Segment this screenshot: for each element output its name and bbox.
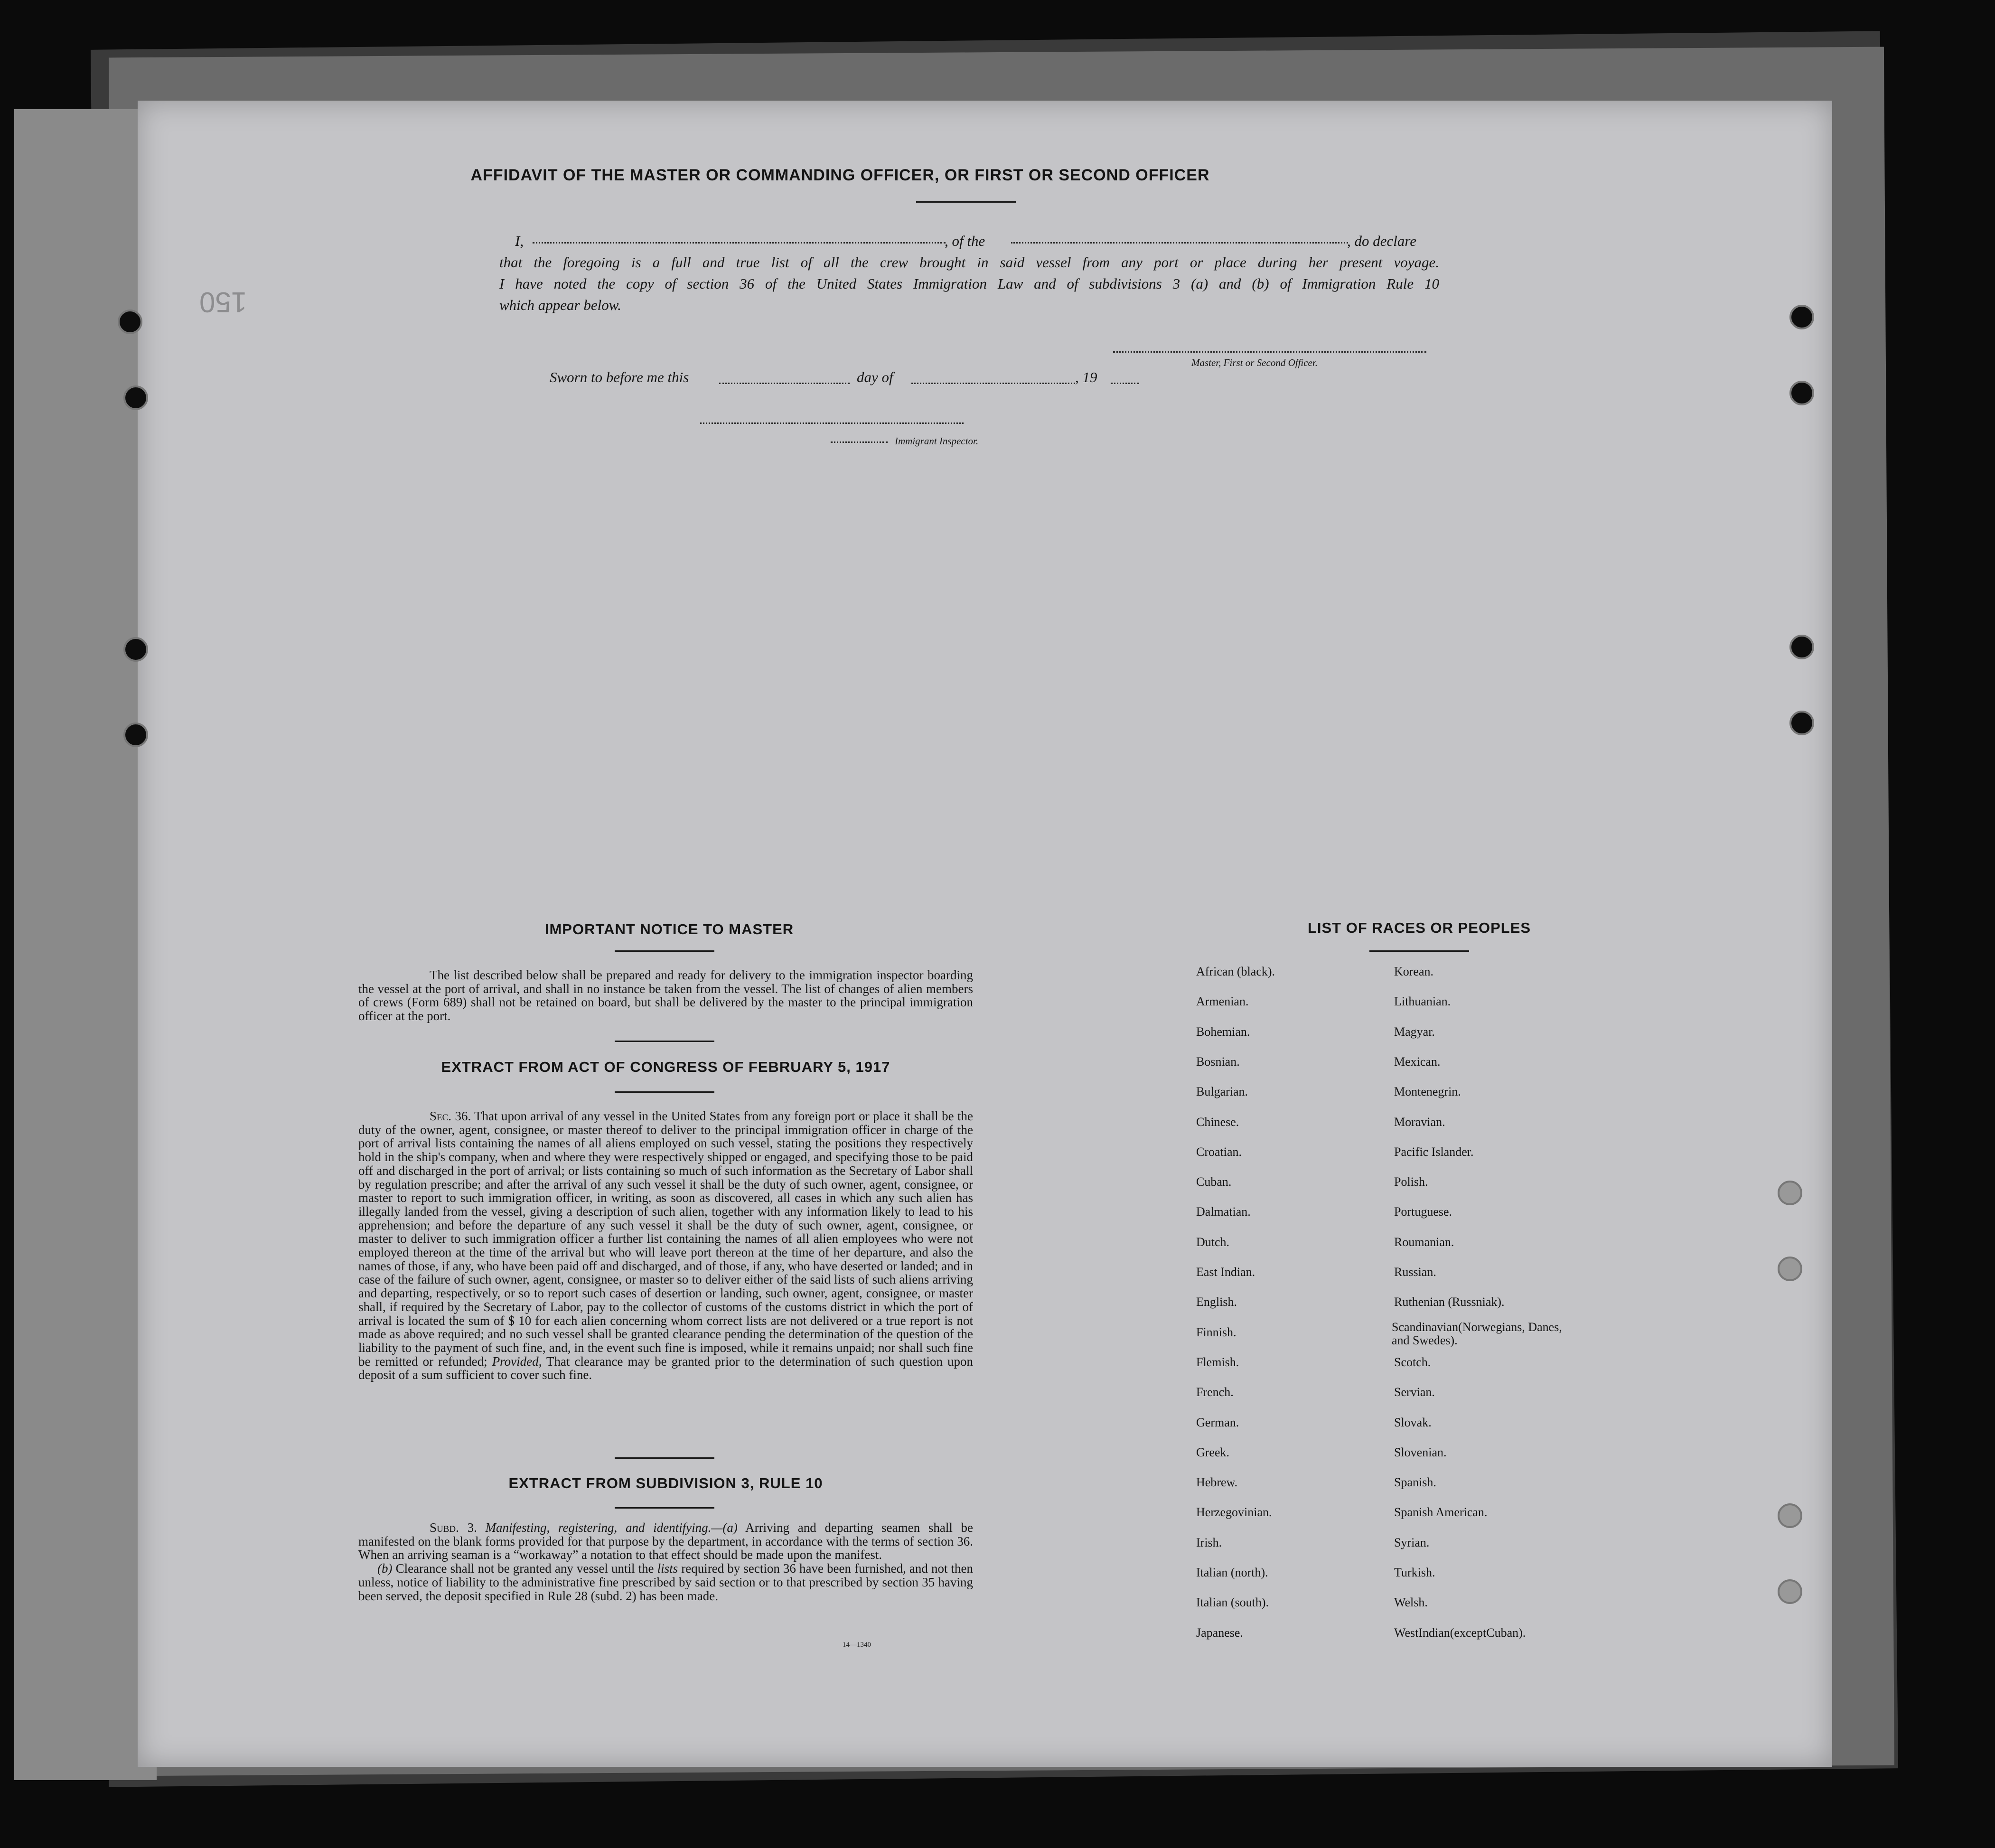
race-item: Lithuanian. xyxy=(1394,994,1451,1009)
race-item: Scandinavian(Norwegians, Danes, and Swedes). xyxy=(1392,1320,1562,1347)
race-item: Croatian. xyxy=(1196,1144,1242,1159)
race-item: Dutch. xyxy=(1196,1235,1230,1249)
races-title: LIST OF RACES OR PEOPLES xyxy=(1307,919,1531,936)
race-item: Chinese. xyxy=(1196,1115,1239,1129)
act-text-end: That clearance may be granted prior to the determination of such question upon deposit of a sum sufficient to cover such fine. xyxy=(358,1354,974,1382)
section-divider xyxy=(615,1457,714,1459)
rule-subd-b xyxy=(358,1562,973,1603)
sworn-prefix: Sworn to before me this xyxy=(550,369,689,385)
punch-hole-icon xyxy=(1789,635,1814,659)
race-item: French. xyxy=(1196,1385,1234,1399)
rule-rule xyxy=(615,1507,714,1509)
affidavit-line4: which appear below. xyxy=(499,297,621,313)
race-item: Hebrew. xyxy=(1196,1475,1238,1490)
punch-hole-icon xyxy=(1789,711,1814,735)
race-item: East Indian. xyxy=(1196,1265,1255,1279)
race-item: Dalmatian. xyxy=(1196,1205,1251,1219)
punch-hole-icon xyxy=(123,385,148,410)
race-item: Welsh. xyxy=(1394,1595,1428,1610)
punch-hole-icon xyxy=(1789,381,1814,405)
punch-hole-icon xyxy=(1778,1579,1802,1604)
race-item: English. xyxy=(1196,1295,1237,1309)
race-item: Pacific Islander. xyxy=(1394,1144,1474,1159)
sworn-day-blank xyxy=(719,383,850,384)
inspector-label: Immigrant Inspector. xyxy=(895,435,979,447)
rule-subd-a xyxy=(358,1521,973,1562)
race-item: Bosnian. xyxy=(1196,1054,1240,1069)
rule-title: EXTRACT FROM SUBDIVISION 3, RULE 10 xyxy=(508,1475,823,1492)
inspector-signature-line xyxy=(700,422,964,424)
race-item: Japanese. xyxy=(1196,1625,1243,1640)
section-divider xyxy=(615,1041,714,1042)
notice-title: IMPORTANT NOTICE TO MASTER xyxy=(544,921,794,938)
race-item: Cuban. xyxy=(1196,1175,1232,1189)
race-item: Moravian. xyxy=(1394,1115,1445,1129)
rule-subd-b-text1: Clearance shall not be granted any vessel until the xyxy=(395,1561,654,1576)
race-item: WestIndian(exceptCuban). xyxy=(1394,1625,1526,1640)
race-item: Portuguese. xyxy=(1394,1205,1452,1219)
background-sheet-edge xyxy=(14,109,157,1780)
rule-subd-a-text: Arriving and departing seamen shall be manifested on the blank forms provided for that purpose by the department, in accordance with the terms of section 36. When an arriving seaman is a “workaway” a notation to that effect should be made upon the manifest. xyxy=(358,1520,974,1562)
punch-hole-icon xyxy=(118,310,142,334)
notice-rule xyxy=(615,950,714,952)
race-item: Mexican. xyxy=(1394,1054,1441,1069)
punch-hole-icon xyxy=(123,722,148,747)
race-item: Montenegrin. xyxy=(1394,1085,1461,1099)
rule-subd-b-text2: required by section 36 have been furnished, and not then unless, notice of liability to the administrative fine prescribed by said section or to that prescribed by section 35 having been served, the deposit specified in Rule 28 (subd. 2) has been made. xyxy=(358,1561,974,1603)
punch-hole-icon xyxy=(1778,1257,1802,1281)
race-item: Bulgarian. xyxy=(1196,1085,1248,1099)
rule-subd-b-label: (b) xyxy=(377,1561,393,1576)
act-rule xyxy=(615,1091,714,1093)
race-item: Greek. xyxy=(1196,1445,1230,1459)
rule-subd-italic: Manifesting, registering, and identifying.—(a) xyxy=(485,1520,738,1535)
title-rule xyxy=(916,201,1016,203)
affidavit-i: I, xyxy=(515,233,524,249)
rule-subd-label: Subd. 3. xyxy=(430,1520,477,1535)
race-item: Spanish. xyxy=(1394,1475,1436,1490)
punch-hole-icon xyxy=(1778,1503,1802,1528)
race-item: Finnish. xyxy=(1196,1325,1236,1339)
page-number: 150 xyxy=(199,286,247,318)
master-signature-label: Master, First or Second Officer. xyxy=(1191,357,1318,368)
punch-hole-icon xyxy=(1778,1181,1802,1205)
act-body xyxy=(358,1109,973,1382)
act-provided: Provided, xyxy=(492,1354,542,1369)
race-item: Ruthenian (Russniak). xyxy=(1394,1295,1505,1309)
race-item: Herzegovinian. xyxy=(1196,1505,1272,1520)
race-item: Korean. xyxy=(1394,965,1434,978)
sworn-day-of: day of xyxy=(857,369,893,385)
race-item: Slovak. xyxy=(1394,1415,1432,1429)
rule-subd-b-lists: lists xyxy=(657,1561,678,1576)
rule-body xyxy=(358,1521,973,1603)
affidavit-title: AFFIDAVIT OF THE MASTER OR COMMANDING OFFICER, OR FIRST OR SECOND OFFICER xyxy=(470,166,1210,184)
race-item: Polish. xyxy=(1394,1175,1428,1189)
race-item: Bohemian. xyxy=(1196,1024,1250,1039)
races-rule xyxy=(1369,950,1469,952)
race-item: Roumanian. xyxy=(1394,1235,1454,1249)
inspector-signature-line-short xyxy=(831,441,888,443)
race-item: African (black). xyxy=(1196,965,1275,978)
race-item: Turkish. xyxy=(1394,1566,1435,1579)
race-item: Slovenian. xyxy=(1394,1445,1447,1459)
notice-body: The list described below shall be prepared and ready for delivery to the immigration inspector boarding the vessel at the port of arrival, and shall in no instance be taken from the vessel. The list of changes of alien members of crews (Form 689) shall not be retained on board, but shall be delivered by the master to the principal immigration officer at the port. xyxy=(358,968,973,1023)
race-item: Italian (north). xyxy=(1196,1566,1268,1579)
race-item: Servian. xyxy=(1394,1385,1435,1399)
affidavit-line3: I have noted the copy of section 36 of the United States Immigration Law and of subdivisions 3 (a) and (b) of Immigration Rule 10 xyxy=(499,275,1439,292)
affidavit-line2: that the foregoing is a full and true list of all the crew brought in said vessel from any port or place during her present voyage. xyxy=(499,254,1439,271)
sworn-year-blank xyxy=(1111,383,1139,384)
sworn-month-blank xyxy=(911,383,1075,384)
race-item: Irish. xyxy=(1196,1535,1222,1549)
race-item: Spanish American. xyxy=(1394,1505,1488,1520)
form-number: 14—1340 xyxy=(843,1641,871,1649)
name-blank xyxy=(533,242,946,244)
punch-hole-icon xyxy=(123,637,148,662)
race-item: Scotch. xyxy=(1394,1355,1431,1369)
vessel-blank xyxy=(1011,242,1348,244)
sworn-year: , 19 xyxy=(1075,369,1097,385)
affidavit-declare: , do declare xyxy=(1347,233,1417,249)
act-section-label: Sec. 36. xyxy=(430,1109,471,1123)
race-item: Syrian. xyxy=(1394,1535,1430,1549)
manifest-page xyxy=(138,101,1832,1767)
race-item: Russian. xyxy=(1394,1265,1436,1279)
punch-hole-icon xyxy=(1789,305,1814,329)
race-item: Armenian. xyxy=(1196,994,1249,1009)
act-text: That upon arrival of any vessel in the United States from any foreign port or place it shall be the duty of the owner, agent, consignee, or master thereof to deliver to the principal immigration officer in charge of the port of arrival lists containing the names of all aliens employed on such vessel, stating the positions they respectively hold in the ship's company, when and where they were respectively shipped or engaged, and specifying those to be paid off and discharged in the port of arrival; or lists containing so much of such information as the Secretary of Labor shall by regulation prescribe; and after the arrival of any such vessel it shall be the duty of such owner, agent, consignee, or master to report to such immigration officer, in writing, as soon as discovered, all cases in which any such alien has illegally landed from the vessel, giving a description of such alien, together with any information likely to lead to his apprehension; and before the departure of any such vessel it shall be the duty of such owner, agent, consignee, or master to deliver to such immigration officer a further list containing the names of all alien employees who were not employed thereon at the time of the arrival but who will leave port thereon at the time of her departure, and also the names of those, if any, who have been paid off and discharged, and of those, if any, who have deserted or landed; and in case of the failure of such owner, agent, consignee, or master so to deliver either of the said lists of such aliens arriving and departing, respectively, or so to report such cases of desertion or landing, such owner, agent, consignee, or master shall, if required by the Secretary of Labor, pay to the collector of customs of the customs district in which the port of arrival is located the sum of $ 10 for each alien concerning whom correct lists are not delivered or a true report is not made as above required; and no such vessel shall be granted clearance pending the determination of the question of the liability to the payment of such fine, and, in the event such fine is imposed, while it remains unpaid; nor shall such fine be remitted or refunded; xyxy=(358,1109,973,1369)
race-item: Flemish. xyxy=(1196,1355,1239,1369)
race-item: German. xyxy=(1196,1415,1239,1429)
race-item: Italian (south). xyxy=(1196,1595,1269,1610)
master-signature-line xyxy=(1113,351,1426,353)
act-title: EXTRACT FROM ACT OF CONGRESS OF FEBRUARY 5, 1917 xyxy=(441,1059,890,1075)
affidavit-of: , of the xyxy=(945,233,985,249)
race-item: Magyar. xyxy=(1394,1024,1435,1039)
